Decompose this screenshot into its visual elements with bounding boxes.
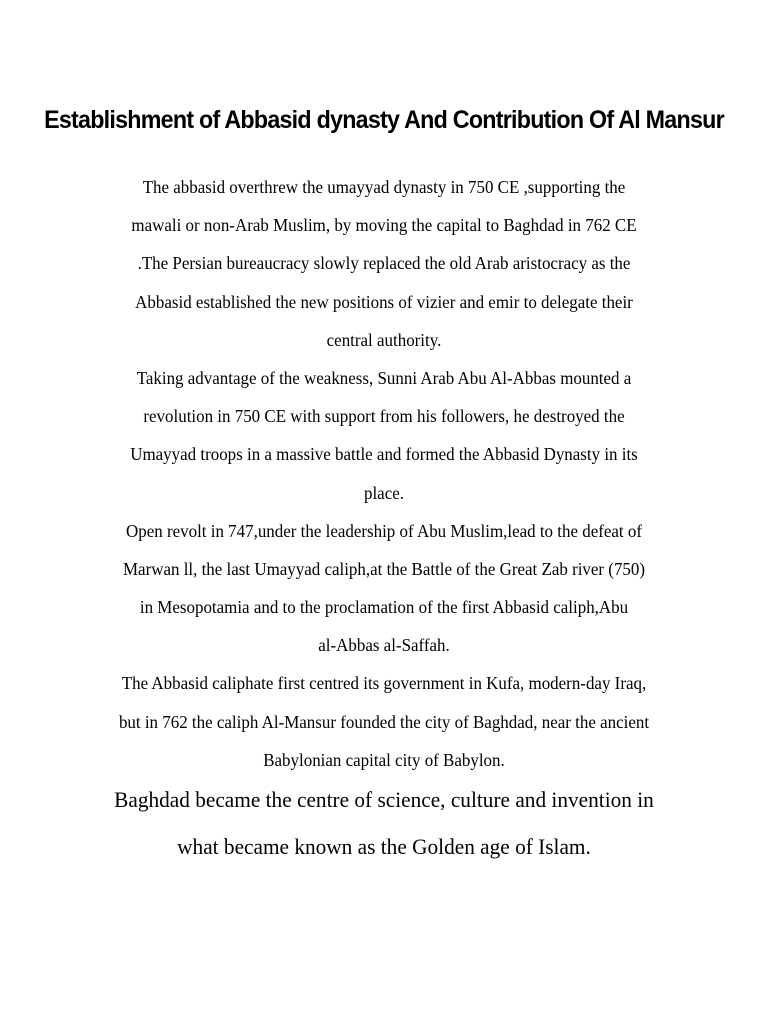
paragraph-line: The Abbasid caliphate first centred its government in Kufa, modern-day Iraq,: [121, 673, 647, 694]
closing-statement: [0, 776, 768, 870]
paragraph-line: but in 762 the caliph Al-Mansur founded the city of Baghdad, near the ancient: [118, 711, 650, 732]
paragraph-line: .The Persian bureaucracy slowly replaced the old Arab aristocracy as the: [137, 253, 631, 274]
paragraph-line: Taking advantage of the weakness, Sunni Arab Abu Al-Abbas mounted a: [136, 367, 632, 388]
paragraph-line: al-Abbas al-Saffah.: [318, 635, 450, 656]
paragraph-line: in Mesopotamia and to the proclamation of the first Abbasid caliph,Abu: [139, 597, 629, 618]
paragraph-line: Umayyad troops in a massive battle and formed the Abbasid Dynasty in its: [130, 444, 638, 465]
paragraph-line: mawali or non-Arab Muslim, by moving the capital to Baghdad in 762 CE: [131, 215, 637, 236]
document-title: Establishment of Abbasid dynasty And Contribution Of Al Mansur: [44, 106, 724, 134]
closing-line: what became known as the Golden age of Islam.: [177, 834, 591, 859]
document-body: [0, 168, 768, 779]
paragraph-line: central authority.: [326, 329, 442, 350]
paragraph-line: Marwan ll, the last Umayyad caliph,at the Battle of the Great Zab river (750): [122, 558, 646, 579]
paragraph-line: The abbasid overthrew the umayyad dynasty in 750 CE ,supporting the: [142, 177, 626, 197]
paragraph-line: Babylonian capital city of Babylon.: [263, 749, 505, 770]
paragraph-line: revolution in 750 CE with support from his followers, he destroyed the: [143, 406, 625, 427]
closing-line: Baghdad became the centre of science, culture and invention in: [114, 787, 654, 812]
paragraph-line: Abbasid established the new positions of vizier and emir to delegate their: [135, 291, 633, 312]
paragraph-line: Open revolt in 747,under the leadership of Abu Muslim,lead to the defeat of: [125, 520, 642, 541]
paragraph-line: place.: [363, 482, 404, 503]
